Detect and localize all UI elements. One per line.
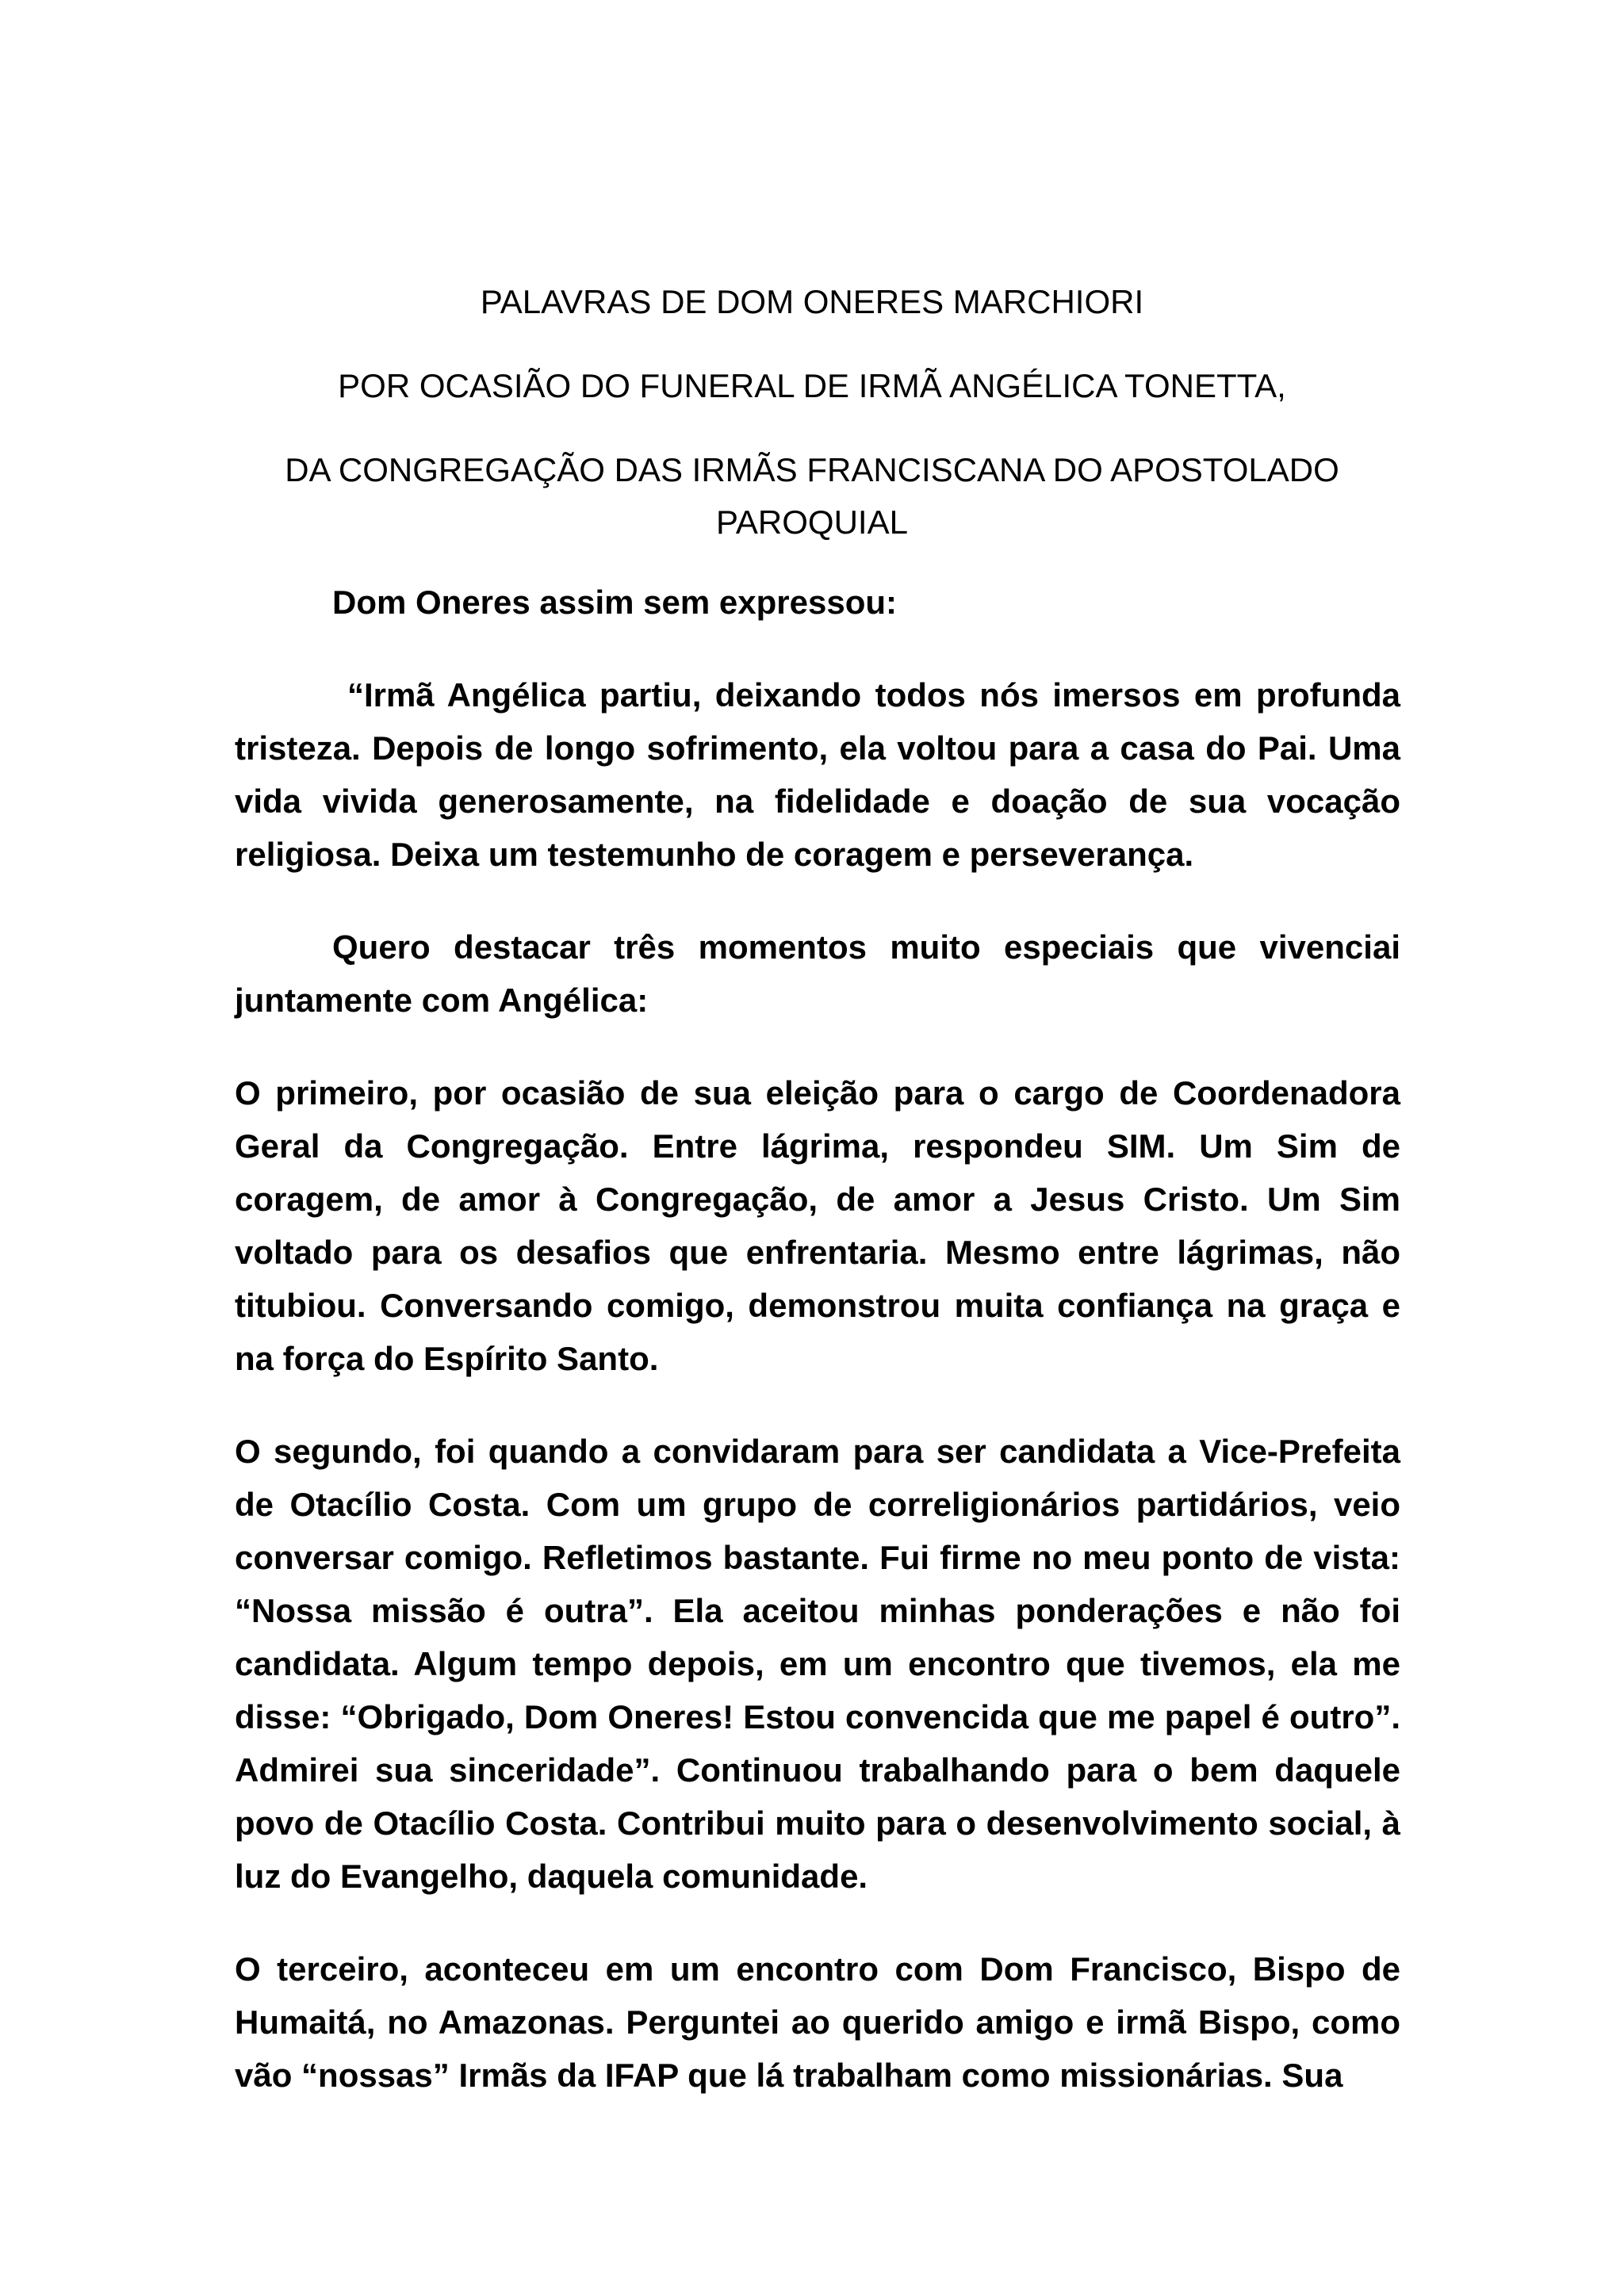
paragraph-intro: Dom Oneres assim sem expressou: <box>332 584 897 621</box>
document-title <box>222 276 1402 549</box>
document-body <box>235 576 1400 2141</box>
paragraph-first-moment: O primeiro, por ocasião de sua eleição para o cargo de Coordenadora Geral da Congregação. Entre lágrima, respondeu SIM. Um Sim de coragem, de amor à Congregação, de amor a Jesus Cristo. Um Sim voltado para os desafios que enfrentaria. Mesmo entre lágrimas, não titubiou. Conversando comigo, demonstrou muita confiança na graça e na força do Espírito Santo. <box>235 1074 1400 1377</box>
paragraph-third-moment: O terceiro, aconteceu em um encontro com Dom Francisco, Bispo de Humaitá, no Amazonas. Perguntei ao querido amigo e irmã Bispo, como vão “nossas” Irmãs da IFAP que lá trabalham como missionárias. Sua <box>235 1950 1400 2094</box>
title-line-4: PAROQUIAL <box>716 503 908 541</box>
title-line-1: PALAVRAS DE DOM ONERES MARCHIORI <box>480 283 1144 320</box>
title-line-3: DA CONGREGAÇÃO DAS IRMÃS FRANCISCANA DO APOSTOLADO <box>285 451 1339 488</box>
title-line-2: POR OCASIÃO DO FUNERAL DE IRMÃ ANGÉLICA TONETTA, <box>338 367 1286 404</box>
paragraph-second-moment: O segundo, foi quando a convidaram para ser candidata a Vice-Prefeita de Otacílio Costa. Com um grupo de correligionários partidários, veio conversar comigo. Refletimos bastante. Fui firme no meu ponto de vista: “Nossa missão é outra”. Ela aceitou minhas ponderações e não foi candidata. Algum tempo depois, em um encontro que tivemos, ela me disse: “Obrigado, Dom Oneres! Estou convencida que me papel é outro”. Admirei sua sinceridade”. Continuou trabalhando para o bem daquele povo de Otacílio Costa. Contribui muito para o desenvolvimento social, à luz do Evangelho, daquela comunidade. <box>235 1433 1400 1895</box>
paragraph-three-moments: Quero destacar três momentos muito especiais que vivenciai juntamente com Angélica: <box>235 928 1400 1019</box>
paragraph-quote-opening: “Irmã Angélica partiu, deixando todos nós imersos em profunda tristeza. Depois de longo sofrimento, ela voltou para a casa do Pai. Uma vida vivida generosamente, na fidelidade e doação de sua vocação religiosa. Deixa um testemunho de coragem e perseverança. <box>235 676 1400 873</box>
